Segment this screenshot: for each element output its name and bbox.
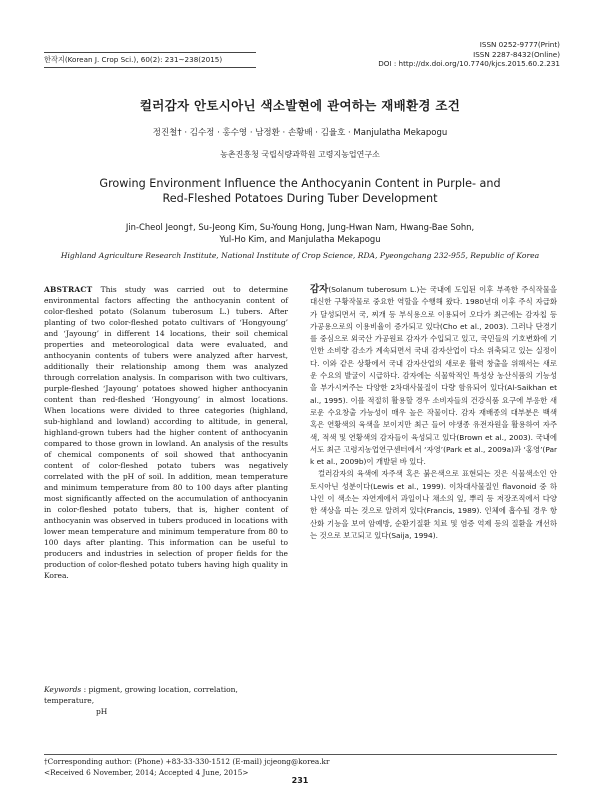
issn-online: ISSN 2287-8432(Online) bbox=[473, 49, 560, 59]
title-english-line-1: Growing Environment Influence the Anthocyanin Content in Purple- and bbox=[99, 177, 501, 190]
body-text-korean bbox=[310, 284, 557, 542]
title-korean: 컬러감자 안토시아닌 색소발현에 관여하는 재배환경 조건 bbox=[139, 98, 461, 113]
body-paragraph-2: 컬러감자의 육색에 자주색 혹은 붉은색으로 표현되는 것은 식물색소인 안토시아닌 성분이다(Lewis et al., 1999). 이차대사물질인 flavonoid 중 하나인 이 색소는 자연계에서 과일이나 채소의 잎, 뿌리 등 저장조직에서 다양한 색상을 띠는 것으로 알려져 있다(Francis, 1989). 인체에 흡수될 경우 항산화 기능을 보여 암예방, 순환기질환 치료 및 염증 억제 등의 질환을 개선하는 것으로 보고되고 있다(Saija, 1994). bbox=[310, 469, 557, 540]
authors-english-line-2: Yul-Ho Kim, and Manjulatha Mekapogu bbox=[219, 234, 381, 244]
keywords-line-1: : pigment, growing location, correlation, temperature, bbox=[44, 685, 238, 705]
authors-english-line-1: Jin-Cheol Jeong†, Su-Jeong Kim, Su-Young Hong, Jung-Hwan Nam, Hwang-Bae Sohn, bbox=[125, 222, 475, 232]
keywords-label: Keywords bbox=[44, 685, 82, 694]
authors-english bbox=[80, 221, 520, 245]
doi-link[interactable]: DOI : http://dx.doi.org/10.7740/kjcs.2015.60.2.231 bbox=[378, 59, 560, 69]
abstract bbox=[44, 284, 288, 581]
corresponding-author-note: †Corresponding author: (Phone) +83-33-330-1512 (E-mail) jcjeong@korea.kr bbox=[44, 757, 330, 766]
title-english bbox=[60, 176, 540, 206]
page-number: 231 bbox=[291, 776, 309, 785]
received-accepted-note: <Received 6 November, 2014; Accepted 4 June, 2015> bbox=[44, 767, 249, 777]
keywords-line-2: pH bbox=[96, 707, 108, 716]
body-paragraph-1 bbox=[310, 284, 557, 468]
body-paragraph-1-text: (Solanum tuberosum L.)는 국내에 도입된 이후 부족한 주식작물을 대신한 구황작물로 중요한 역할을 수행해 왔다. 1980년대 이후 주식 자급화가 달성되면서 국, 찌개 등 부식용으로 이용되어 오다가 최근에는 감자칩 등 가공용으로의 이용비율이 증가되고 있다(Cho et al., 2003). 그러나 단경기를 중심으로 외국산 가공원료 감자가 수입되고 있고, 국민들의 기호변화에 기인한 소비량 감소가 계속되면서 국내 감자산업이 다소 위축되고 있는 실정이다. 이와 같은 상황에서 국내 감자산업의 새로운 활력 창출을 위해서는 새로운 수요의 발굴이 시급하다. 감자에는 식물학적인 특성상 농산식품의 기능성을 부가시켜주는 다양한 2차대사물질이 다량 함유되어 있다(Al-Saikhan et al., 1995). 이를 적절히 활용할 경우 소비자들의 건강식품 요구에 부응한 새로운 수요창출 가능성이 매우 높은 작물이다. 감자 재배종의 대부분은 백색 혹은 연황색의 육색을 보이지만 최근 들어 야생종 유전자원을 활용하여 자주색, 적색 및 연황색의 감자들이 육성되고 있다(Brown et al., 2003). 국내에서도 최근 고령지농업연구센터에서 ‘자영’(Park et al., 2009a)과 ‘홍영’(Park et al., 2009b)이 개발된 바 있다. bbox=[310, 285, 558, 467]
body-lead-word: 감자 bbox=[310, 284, 329, 295]
affiliation-korean: 농촌진흥청 국립식량과학원 고령지농업연구소 bbox=[220, 150, 380, 159]
keywords bbox=[44, 684, 288, 717]
footnotes bbox=[44, 757, 557, 778]
issn-print: ISSN 0252-9777(Print) bbox=[479, 40, 560, 49]
footnote-divider bbox=[44, 754, 557, 755]
affiliation-english: Highland Agriculture Research Institute, National Institute of Crop Science, RDA, Pyeongchang 232-955, Republic of Korea bbox=[60, 251, 540, 260]
title-english-line-2: Red-Fleshed Potatoes During Tuber Development bbox=[162, 192, 438, 205]
abstract-label: ABSTRACT bbox=[44, 285, 93, 294]
authors-korean: 정진철† · 김수정 · 홍수영 · 남정환 · 손황배 · 김율호 · Manjulatha Mekapogu bbox=[152, 128, 448, 138]
journal-identifiers bbox=[378, 40, 560, 69]
abstract-text: This study was carried out to determine environmental factors affecting the anthocyanin content of color-fleshed potato (Solanum tuberosum L.) tubers. After planting of two color-fleshed potato cultivars of ‘Hongyoung’ and ‘Jayoung’ in different 14 locations, their soil chemical properties and meteorological data were evaluated, and anthocyanin contents of tubers were analyzed after harvest, additionally their relationship among them was analyzed through correlation analysis. In comparison with two cultivars, purple-fleshed ‘Jayoung’ potatoes showed higher anthocyanin content than red-fleshed ‘Hongyoung’ in almost locations. When locations were divided to three categories (highland, sub-highland and lowland) according to altitude, in general, highland-grown tubers had the higher content of anthocyanin compared to those grown in lowland. An analysis of the results of chemical components of soil showed that anthocyanin content of color-fleshed potato tubers was negatively correlated with the pH of soil. In addition, mean temperature and minimum temperature from 80 to 100 days after planting most significantly affected on the accumulation of anthocyanin in color-fleshed potato tubers, that is, higher content of anthocyanin was observed in tubers produced in locations with lower mean temperature and minimum temperature from 80 to 100 days after planting. This information can be useful to producers and industries in selection of proper fields for the production of color-fleshed potato tubers having high quality in Korea. bbox=[44, 285, 288, 580]
journal-citation: 한작지(Korean J. Crop Sci.), 60(2): 231~238(2015) bbox=[44, 52, 256, 68]
